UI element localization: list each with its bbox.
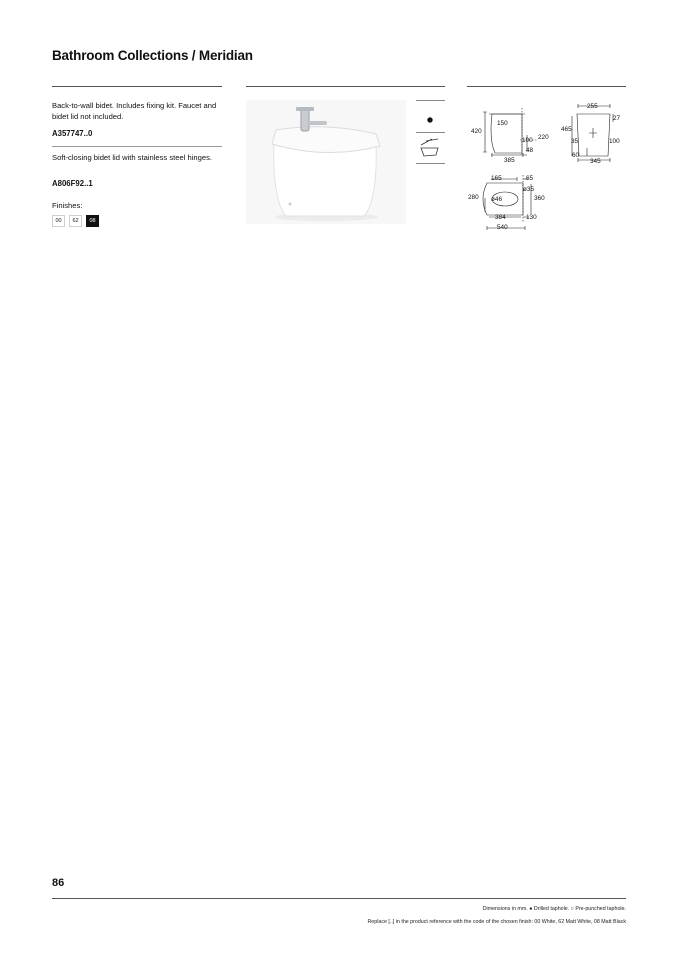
dim-label: 280 xyxy=(468,194,479,201)
soft-close-lid-icon xyxy=(418,136,442,160)
divider xyxy=(416,100,445,101)
page-title: Bathroom Collections / Meridian xyxy=(52,48,253,63)
dim-label: 48 xyxy=(526,147,534,154)
dim-label: ø35 xyxy=(523,186,535,193)
finish-swatches xyxy=(52,215,99,227)
divider xyxy=(416,163,445,164)
dim-label: 384 xyxy=(495,214,506,221)
finish-swatch-matt-black: 08 xyxy=(86,215,99,227)
divider xyxy=(467,86,626,87)
dim-label: 130 xyxy=(526,214,537,221)
dim-label: 35 xyxy=(571,138,579,145)
dim-label: 420 xyxy=(471,128,482,135)
page-number: 86 xyxy=(52,877,65,889)
bidet-description: Back-to-wall bidet. Includes fixing kit. Faucet and bidet lid not included. xyxy=(52,101,217,121)
dim-label: 60 xyxy=(572,152,580,159)
dim-label: ø46 xyxy=(491,196,503,203)
dim-label: 385 xyxy=(504,157,515,164)
dim-label: 165 xyxy=(491,175,502,182)
dimensions-legend: Dimensions in mm. ● Drilled taphole. ○ Pre-punched taphole. xyxy=(482,906,626,912)
dim-label: 220 xyxy=(538,134,549,141)
lid-description: Soft-closing bidet lid with stainless steel hinges. xyxy=(52,153,212,162)
finish-replace-note: Replace [..] in the product reference with the code of the chosen finish: 00 White, 62 Matt White, 08 Matt Black xyxy=(367,919,626,925)
dim-label: 100 xyxy=(609,138,620,145)
lid-code: A806F92..1 xyxy=(52,179,93,188)
divider xyxy=(52,146,222,147)
dim-label: 100 xyxy=(522,137,533,144)
finish-swatch-matt-white: 62 xyxy=(69,215,82,227)
divider xyxy=(246,86,445,87)
dim-label: 360 xyxy=(534,195,545,202)
dimension-drawings xyxy=(465,100,630,235)
dim-label: 65 xyxy=(526,175,534,182)
bidet-code: A357747..0 xyxy=(52,129,93,138)
divider xyxy=(416,132,445,133)
finish-swatch-white: 00 xyxy=(52,215,65,227)
divider xyxy=(52,86,222,87)
drilled-taphole-icon xyxy=(426,116,434,124)
dim-label: 540 xyxy=(497,224,508,231)
dim-label: 27 xyxy=(613,115,621,122)
bidet-product-image xyxy=(246,100,406,224)
footer-divider xyxy=(52,898,626,899)
dim-label: 465 xyxy=(561,126,572,133)
dim-label: 345 xyxy=(590,158,601,165)
dim-label: 150 xyxy=(497,120,508,127)
finishes-label: Finishes: xyxy=(52,201,83,210)
dim-label: 255 xyxy=(587,103,598,110)
